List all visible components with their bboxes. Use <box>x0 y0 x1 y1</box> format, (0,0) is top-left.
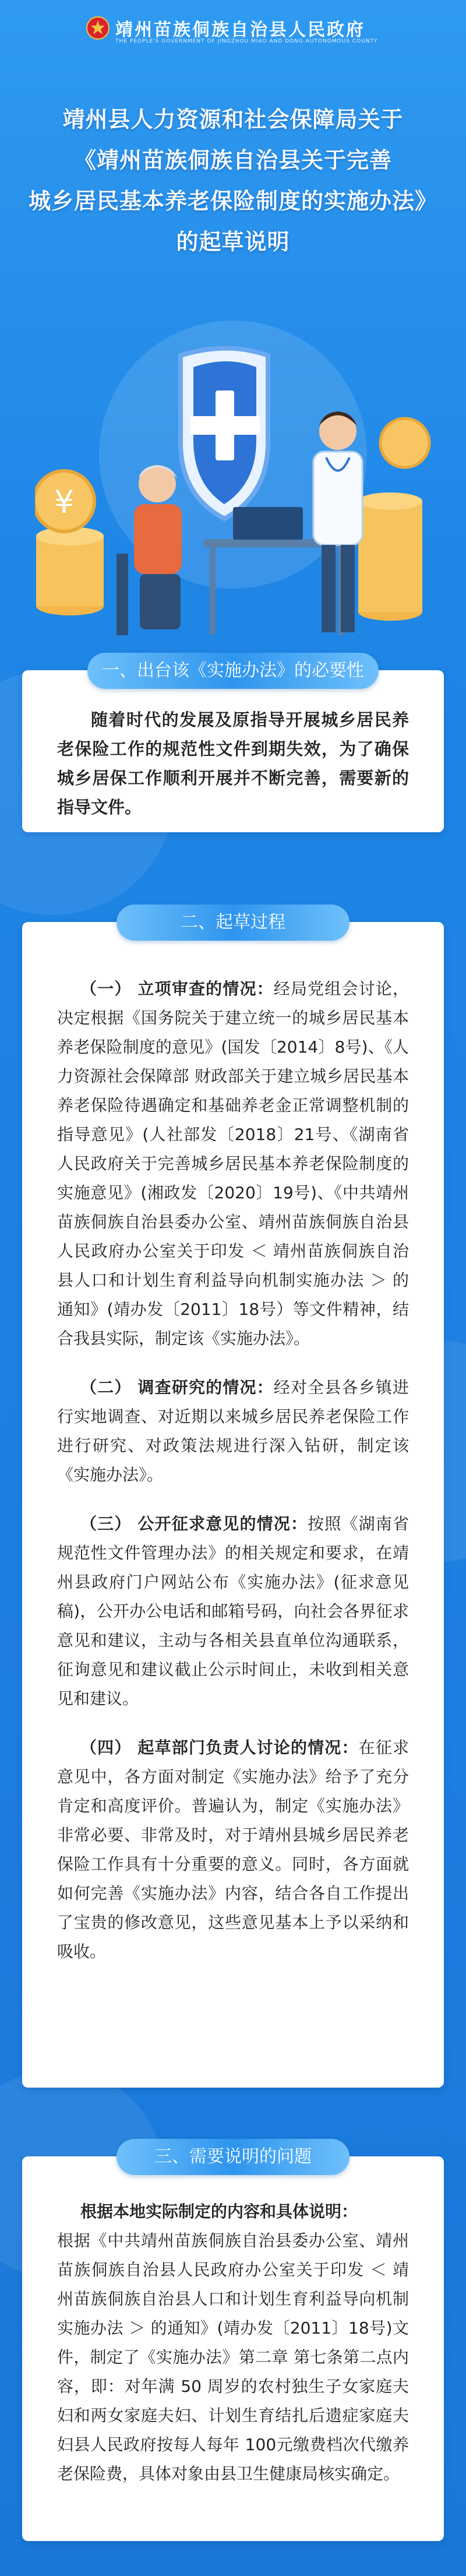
title-line: 城乡居民基本养老保险制度的实施办法》 <box>28 188 437 214</box>
paragraph-text: 按照《湖南省规范性文件管理办法》的相关规定和要求，在靖州县政府门户网站公布《实施办法》(征求意见稿)，公开办公电话和邮箱号码，向社会各界征求意见和建议，主动与各相关县直单位沟通联系，征询意见和建议截止公示时间止，未收到相关意见和建议。 <box>57 1514 409 1708</box>
paragraph-heading: （一） 立项审查的情况： <box>80 979 274 998</box>
svg-text:¥: ¥ <box>54 484 75 520</box>
section-body <box>57 2197 409 2489</box>
section-drafting-process-card <box>22 912 444 2088</box>
paragraph-heading: （二） 调查研究的情况： <box>80 1378 274 1397</box>
page-title <box>0 99 466 262</box>
paragraph <box>57 974 409 1353</box>
section-label: 一、出台该《实施办法》的必要性 <box>87 653 379 689</box>
section-label: 二、起草过程 <box>116 905 350 941</box>
section-body <box>57 974 409 1966</box>
government-name: 靖州苗族侗族自治县人民政府 <box>115 20 365 40</box>
national-emblem-icon <box>86 16 110 40</box>
paragraph-heading-text: 根据本地实际制定的内容和具体说明： <box>80 2202 358 2221</box>
title-line: 靖州县人力资源和社会保障局关于 <box>62 107 404 132</box>
section-label: 三、需要说明的问题 <box>116 2139 350 2175</box>
medical-insurance-illustration <box>35 309 431 647</box>
paragraph-heading <box>57 2197 409 2226</box>
section-explanation-card <box>22 2146 444 2541</box>
section-body <box>57 705 409 822</box>
paragraph <box>57 1509 409 1713</box>
section-necessity-card <box>22 660 444 832</box>
paragraph-text: 根据《中共靖州苗族侗族自治县委办公室、靖州苗族侗族自治县人民政府办公室关于印发 ＜ 靖州苗族侗族自治县人口和计划生育利益导向机制实施办法 ＞ 的通知》(靖办发〔2011〕18号)文件，制定了《实施办法》第二章 第七条第二点内容，即：对年满 50 周岁的农村独生子女家庭夫妇和两女家庭夫妇、计划生育结扎后遗症家庭夫妇县人民政府按每人每年 100元缴费档次代缴养老保险费，具体对象由县卫生健康局核实确定。 <box>57 2231 409 2483</box>
title-line: 《靖州苗族侗族自治县关于完善 <box>73 147 392 173</box>
government-name-english: THE PEOPLE'S GOVERNMENT OF JINGZHOU MIAO AND DONG AUTONOMOUS COUNTY <box>115 38 378 44</box>
paragraph-heading: （四） 起草部门负责人讨论的情况： <box>80 1738 359 1757</box>
paragraph-text: 在征求意见中，各方面对制定《实施办法》给予了充分肯定和高度评价。普遍认为，制定《实施办法》非常必要、非常及时，对于靖州县城乡居民养老保险工作具有十分重要的意义。同时，各方面就如何完善《实施办法》内容，结合各自工作提出了宝贵的修改意见，这些意见基本上予以采纳和吸收。 <box>57 1738 409 1961</box>
paragraph-text: 经对全县各乡镇进行实地调查、对近期以来城乡居民养老保险工作进行研究、对政策法规进行深入钻研，制定该《实施办法》。 <box>57 1378 409 1484</box>
paragraph-heading: （三） 公开征求意见的情况： <box>80 1514 308 1533</box>
paragraph <box>57 1373 409 1490</box>
section-text: 随着时代的发展及原指导开展城乡居民养老保险工作的规范性文件到期失效，为了确保城乡居保工作顺利开展并不断完善，需要新的指导文件。 <box>57 710 409 817</box>
title-line: 的起草说明 <box>176 229 290 255</box>
paragraph <box>57 1733 409 1966</box>
paragraph-text: 经局党组会讨论，决定根据《国务院关于建立统一的城乡居民基本养老保险制度的意见》(国发〔2014〕8号)、《人力资源社会保障部 财政部关于建立城乡居民基本养老保险待遇确定和基础养老金正常调整机制的指导意见》(人社部发〔2018〕21号、《湖南省人民政府关于完善城乡居民基本养老保险制度的实施意见》(湘政发〔2020〕19号)、《中共靖州苗族侗族自治县委办公室、靖州苗族侗族自治县人民政府办公室关于印发 ＜ 靖州苗族侗族自治县人口和计划生育利益导向机制实施办法 ＞ 的通知》(靖办发〔2011〕18号）等文件精神，结合我县实际，制定该《实施办法》。 <box>57 979 409 1348</box>
